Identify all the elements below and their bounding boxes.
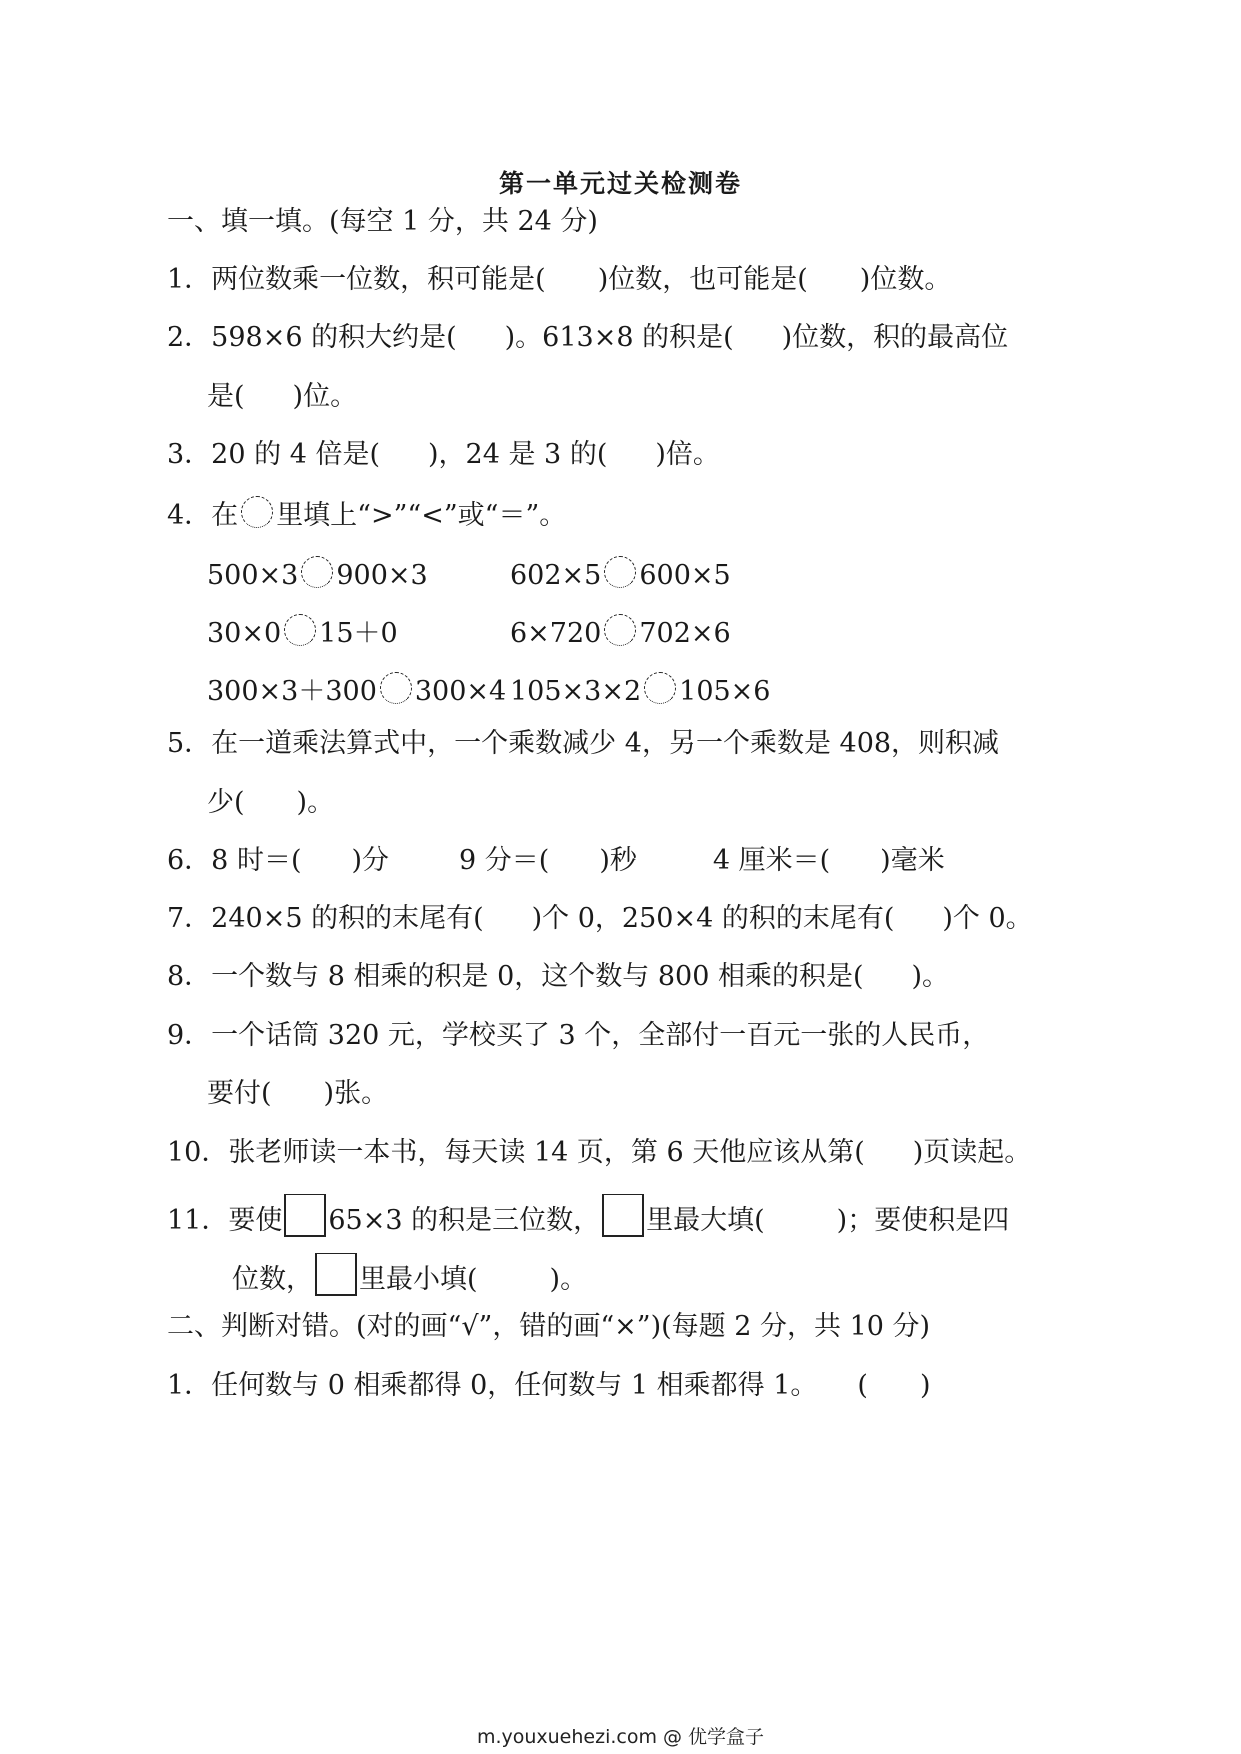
- q1-text-a: 1．两位数乘一位数，积可能是(: [167, 264, 546, 295]
- compare-left: 30×0: [207, 618, 282, 649]
- q11-text-b: 65×3 的积是三位数，: [328, 1205, 601, 1236]
- question-10: [167, 1133, 1031, 1173]
- section1-heading: 一、填一填。(每空 1 分，共 24 分): [167, 206, 598, 237]
- q9-text-b: 要付(: [207, 1078, 272, 1109]
- question-11: [167, 1194, 1009, 1241]
- compare-circle[interactable]: [604, 556, 636, 588]
- compare-left: 300×3＋300: [207, 676, 377, 707]
- compare-item: [510, 672, 770, 712]
- compare-right: 900×3: [336, 560, 428, 591]
- question-5-cont: [207, 783, 334, 823]
- q2-text-b: )。613×8 的积是(: [504, 322, 734, 353]
- judge-q1-text: 1．任何数与 0 相乘都得 0，任何数与 1 相乘都得 1。: [167, 1370, 818, 1401]
- question-2-cont: [207, 377, 357, 417]
- compare-left: 500×3: [207, 560, 299, 591]
- q6-text-b: )分: [351, 845, 390, 876]
- q4-text-b: 里填上“>”“<”或“＝”。: [276, 500, 567, 531]
- q7-text-b: )个 0，250×4 的积的末尾有(: [531, 903, 895, 934]
- compare-right: 600×5: [639, 560, 731, 591]
- q11-text-f: 里最小填(: [359, 1264, 478, 1295]
- q6-text-f: )毫米: [880, 845, 945, 876]
- q6-text-e: 4 厘米＝(: [712, 845, 831, 876]
- compare-item: [207, 672, 506, 712]
- question-7: [167, 899, 1033, 939]
- question-8: [167, 957, 949, 997]
- digit-box[interactable]: [284, 1194, 326, 1237]
- q7-text-a: 7．240×5 的积的末尾有(: [167, 903, 484, 934]
- compare-item: [207, 614, 398, 654]
- q3-text-c: )倍。: [655, 439, 720, 470]
- q5-text-b: 少(: [207, 787, 245, 818]
- page-title: 第一单元过关检测卷: [498, 169, 742, 198]
- judge-question-1: [167, 1366, 930, 1406]
- q11-text-a: 11．要使: [167, 1205, 283, 1236]
- question-2: [167, 318, 1008, 358]
- question-9: [167, 1016, 989, 1056]
- compare-circle[interactable]: [301, 556, 333, 588]
- q4-text-a: 4．在: [167, 500, 239, 531]
- q2-text-e: )位。: [292, 381, 358, 412]
- judge-paren-close: ): [919, 1370, 931, 1401]
- q6-text-a: 6．8 时＝(: [167, 845, 302, 876]
- q1-text-c: )位数。: [859, 264, 952, 295]
- compare-left: 602×5: [510, 560, 602, 591]
- q6-text-d: )秒: [599, 845, 637, 876]
- q9-text-c: )张。: [323, 1078, 389, 1109]
- question-9-cont: [207, 1074, 388, 1114]
- compare-right: 702×6: [639, 618, 731, 649]
- judge-paren-open: (: [857, 1370, 868, 1401]
- q8-text-b: )。: [911, 961, 950, 992]
- q6-text-c: 9 分＝(: [459, 845, 550, 876]
- q1-text-b: )位数，也可能是(: [597, 264, 808, 295]
- q11-text-e: 位数，: [232, 1264, 313, 1295]
- question-11-cont: [232, 1253, 587, 1300]
- q5-text-a: 5．在一道乘法算式中，一个乘数减少 4，另一个乘数是 408，则积减: [167, 728, 1000, 759]
- compare-item: [510, 614, 731, 654]
- question-3: [167, 435, 720, 475]
- q2-text-d: 是(: [207, 381, 245, 412]
- q3-text-a: 3．20 的 4 倍是(: [167, 439, 380, 470]
- compare-right: 105×6: [679, 676, 771, 707]
- q7-text-c: )个 0。: [942, 903, 1033, 934]
- question-6: [167, 841, 945, 881]
- section2-heading: 二、判断对错。(对的画“√”，错的画“×”)(每题 2 分，共 10 分): [167, 1311, 931, 1342]
- compare-left: 6×720: [510, 618, 602, 649]
- compare-item: [510, 556, 731, 596]
- question-4: [167, 496, 566, 536]
- digit-box[interactable]: [315, 1253, 357, 1296]
- compare-right: 300×4: [414, 676, 507, 707]
- q11-text-c: 里最大填(: [646, 1205, 765, 1236]
- q8-text-a: 8．一个数与 8 相乘的积是 0，这个数与 800 相乘的积是(: [167, 961, 864, 992]
- q11-text-d: )；要使积是四: [836, 1205, 1010, 1236]
- compare-circle[interactable]: [604, 614, 636, 646]
- question-5: [167, 724, 999, 764]
- compare-circle-icon: [241, 496, 273, 528]
- q11-text-g: )。: [549, 1264, 588, 1295]
- digit-box[interactable]: [602, 1194, 644, 1237]
- q10-text-a: 10．张老师读一本书，每天读 14 页，第 6 天他应该从第(: [167, 1137, 865, 1168]
- q2-text-c: )位数，积的最高位: [781, 322, 1009, 353]
- compare-item: [207, 556, 428, 596]
- footer-watermark: m.youxuehezi.com @ 优学盒子: [476, 1726, 765, 1748]
- q2-text-a: 2．598×6 的积大约是(: [167, 322, 457, 353]
- q5-text-c: )。: [296, 787, 335, 818]
- q3-text-b: )，24 是 3 的(: [428, 439, 608, 470]
- compare-circle[interactable]: [284, 614, 316, 646]
- q9-text-a: 9．一个话筒 320 元，学校买了 3 个，全部付一百元一张的人民币，: [167, 1020, 990, 1051]
- compare-circle[interactable]: [644, 672, 676, 704]
- compare-left: 105×3×2: [510, 676, 642, 707]
- question-1: [167, 260, 951, 300]
- compare-right: 15＋0: [319, 618, 398, 649]
- compare-circle[interactable]: [380, 672, 412, 704]
- q10-text-b: )页读起。: [912, 1137, 1032, 1168]
